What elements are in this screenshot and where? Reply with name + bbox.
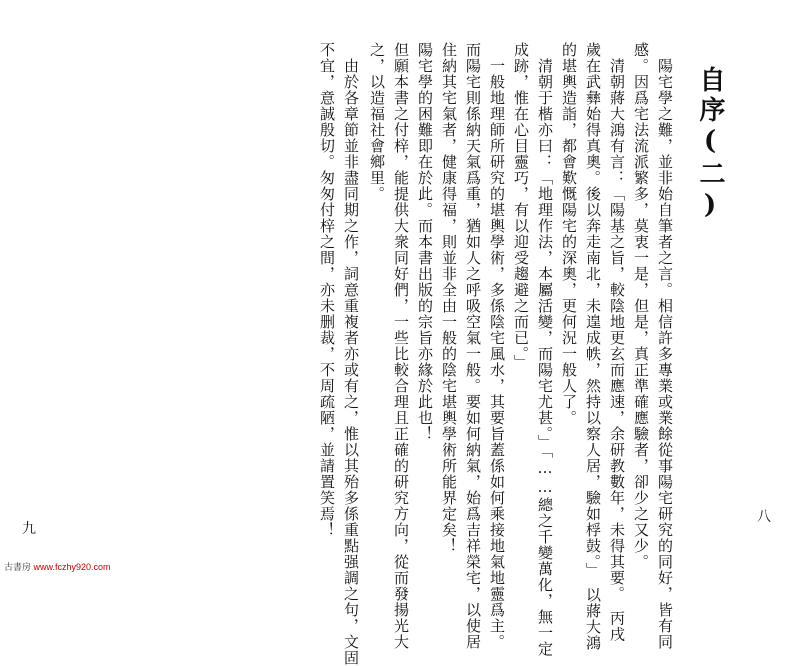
page-number-right: 八 <box>757 509 771 525</box>
watermark <box>4 560 111 573</box>
text-column: 陽宅學之難，並非始自筆者之言。相信許多專業或業餘從事陽宅研究的同好，皆有同 <box>656 58 674 650</box>
watermark-label: 古書房 <box>4 562 32 572</box>
text-column: 陽宅學的困難即在於此。而本書出版的宗旨亦緣於此也！ <box>416 42 434 442</box>
text-column: 成跡，惟在心目靈巧，有以迎受趨避之而已。」 <box>512 42 530 371</box>
text-column: 不宜，意誠殷切。匆匆付梓之間，亦未删裁，不周疏陋，並請置笑焉！ <box>318 42 336 538</box>
text-column: 清朝蔣大鴻有言：「陽基之旨，較陰地更玄而應速，余研教數年，未得其要。 丙戌 <box>608 58 626 643</box>
page-title: 自序(二) <box>695 66 725 224</box>
watermark-site[interactable]: www.fczhy920.com <box>33 562 111 572</box>
text-column: 由於各章節並非盡同期之作，詞意重複者亦或有之，惟以其殆多係重點强調之句，文固 <box>342 58 360 666</box>
text-column: 一般地理師所研究的堪輿學術，多係陰宅風水，其要旨蓋係如何乘接地氣地靈爲主。 <box>488 58 506 650</box>
text-column: 住納其宅氣者，健康得福，則並非全由一般的陰宅堪輿學術所能界定矣！ <box>440 42 458 554</box>
text-column: 但願本書之付梓，能提供大衆同好們，一些比較合理且正確的研究方向，從而發揚光大 <box>392 42 410 650</box>
text-column: 之，以造福社會鄉里。 <box>368 42 386 202</box>
text-column: 而陽宅則係納天氣爲重，猶如人之呼吸空氣一般。要如何納氣，始爲吉祥榮宅，以使居 <box>464 42 482 650</box>
text-column: 歲在武彝始得真奧。後以奔走南北，未遑成帙，然持以察人居，驗如桴鼓。」 以蔣大鴻 <box>584 42 602 651</box>
text-column: 的堪輿造詣，都會歎慨陽宅的深奧，更何況一般人了。 <box>560 42 578 426</box>
page-number-left: 九 <box>22 521 36 537</box>
text-column: 感。因爲宅法流派繁多，莫衷一是，但是，真正準確應驗者，卻少之又少。 <box>632 42 650 570</box>
text-column: 清朝于楷亦曰：「地理作法，本屬活變，而陽宅尤甚。」「……總之千變萬化，無一定 <box>536 58 554 657</box>
